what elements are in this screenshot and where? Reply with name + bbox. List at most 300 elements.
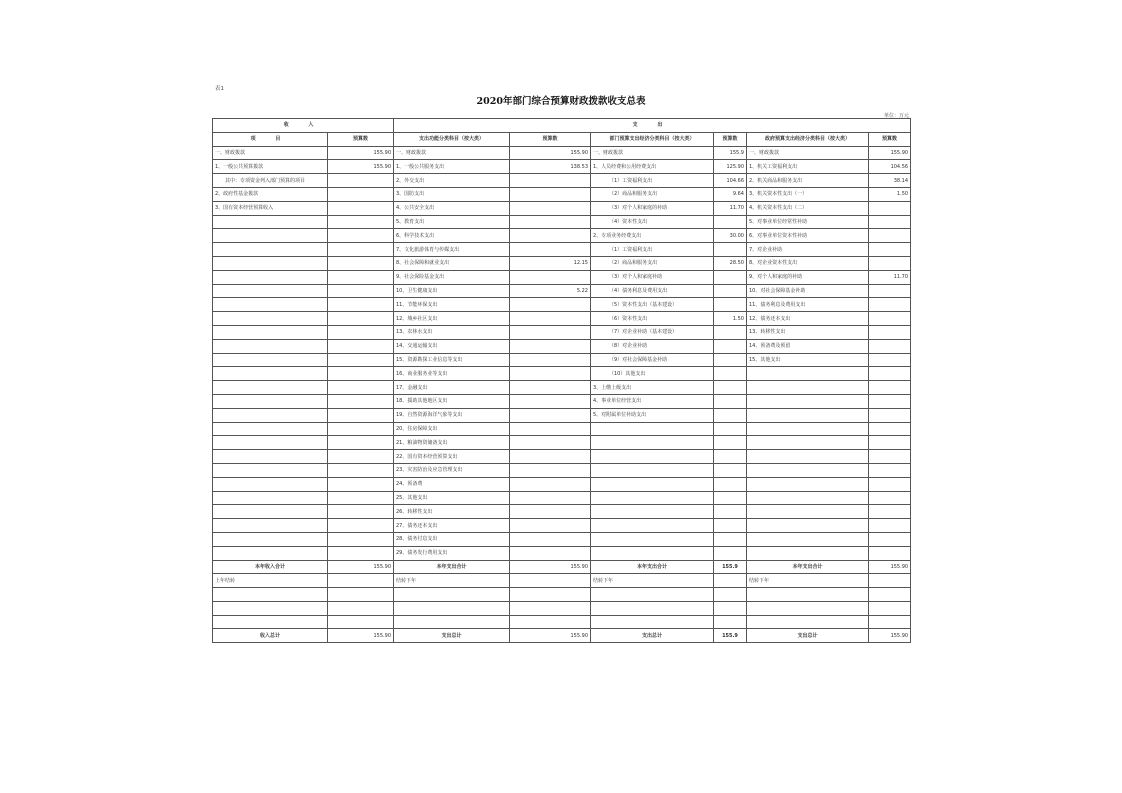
dept-econ-cell: 3、上缴上级支出 bbox=[591, 381, 714, 395]
gov-budget-cell bbox=[869, 298, 911, 312]
func-budget-cell bbox=[510, 229, 591, 243]
table-row bbox=[213, 532, 911, 546]
func-budget-cell bbox=[510, 353, 591, 367]
table-row bbox=[213, 450, 911, 464]
func-total-label: 支出总计 bbox=[394, 629, 510, 643]
func-class-cell: 4、公共安全支出 bbox=[394, 201, 510, 215]
dept-econ-cell: （1）工资福利支出 bbox=[591, 243, 714, 257]
dept-budget-cell: 9.64 bbox=[714, 187, 747, 201]
dept-econ-cell: （1）工资福利支出 bbox=[591, 174, 714, 188]
gov-budget-cell bbox=[869, 422, 911, 436]
income-item-cell bbox=[213, 450, 328, 464]
func-class-cell: 10、卫生健康支出 bbox=[394, 284, 510, 298]
table-row bbox=[213, 325, 911, 339]
gov-econ-cell: 13、转移性支出 bbox=[747, 325, 869, 339]
dept-econ-cell: （10）其他支出 bbox=[591, 367, 714, 381]
income-item-cell bbox=[213, 367, 328, 381]
dept-econ-cell: 一、财政拨款 bbox=[591, 146, 714, 160]
gov-budget-cell bbox=[869, 381, 911, 395]
next-year-carry-label: 结转下年 bbox=[591, 574, 714, 588]
func-class-cell: 2、外交支出 bbox=[394, 174, 510, 188]
gov-budget-cell bbox=[869, 436, 911, 450]
gov-econ-cell bbox=[747, 463, 869, 477]
func-budget-cell: 155.90 bbox=[510, 146, 591, 160]
grand-total-row bbox=[213, 629, 911, 643]
dept-budget-cell: 28.50 bbox=[714, 256, 747, 270]
income-budget-cell bbox=[328, 505, 394, 519]
income-budget-cell bbox=[328, 312, 394, 326]
dept-econ-cell: （2）商品和服务支出 bbox=[591, 187, 714, 201]
dept-econ-cell: 5、对附属单位补助支出 bbox=[591, 408, 714, 422]
func-class-cell: 14、交通运输支出 bbox=[394, 339, 510, 353]
gov-econ-cell bbox=[747, 381, 869, 395]
func-budget-cell bbox=[510, 477, 591, 491]
empty-cell bbox=[328, 615, 394, 629]
income-item-cell bbox=[213, 339, 328, 353]
func-class-cell: 6、科学技术支出 bbox=[394, 229, 510, 243]
gov-budget-cell bbox=[869, 215, 911, 229]
income-budget-cell bbox=[328, 519, 394, 533]
dept-budget-cell bbox=[714, 243, 747, 257]
income-budget-cell bbox=[328, 339, 394, 353]
income-item-cell bbox=[213, 229, 328, 243]
func-budget-cell bbox=[510, 339, 591, 353]
func-class-cell: 21、粮油物资储备支出 bbox=[394, 436, 510, 450]
gov-budget-cell bbox=[869, 394, 911, 408]
gov-budget-cell: 1.50 bbox=[869, 187, 911, 201]
budget-column-header: 预算数 bbox=[328, 132, 394, 146]
unit-label: 单位：万元 bbox=[883, 113, 909, 119]
income-budget-cell bbox=[328, 367, 394, 381]
dept-econ-cell bbox=[591, 505, 714, 519]
document-title: 2020年部门综合预算财政拨款收支总表 bbox=[476, 96, 646, 107]
func-budget-cell bbox=[510, 505, 591, 519]
income-budget-cell bbox=[328, 450, 394, 464]
func-total-value: 155.90 bbox=[510, 629, 591, 643]
income-item-cell bbox=[213, 312, 328, 326]
next-year-carry-label: 结转下年 bbox=[394, 574, 510, 588]
func-budget-cell bbox=[510, 532, 591, 546]
gov-budget-cell bbox=[869, 353, 911, 367]
func-class-cell: 16、商业服务业等支出 bbox=[394, 367, 510, 381]
gov-econ-cell: 11、债务利息及费用支出 bbox=[747, 298, 869, 312]
header-row-columns bbox=[213, 132, 911, 146]
func-budget-cell: 138.53 bbox=[510, 160, 591, 174]
income-item-cell bbox=[213, 325, 328, 339]
income-budget-cell bbox=[328, 408, 394, 422]
income-item-cell bbox=[213, 463, 328, 477]
table-row bbox=[213, 187, 911, 201]
income-budget-cell: 155.90 bbox=[328, 160, 394, 174]
gov-budget-cell bbox=[869, 325, 911, 339]
func-class-cell: 28、债务付息支出 bbox=[394, 532, 510, 546]
dept-econ-cell: （5）资本性支出（基本建设） bbox=[591, 298, 714, 312]
empty-cell bbox=[747, 601, 869, 615]
func-class-cell: 5、教育支出 bbox=[394, 215, 510, 229]
dept-econ-cell bbox=[591, 546, 714, 560]
dept-budget-cell bbox=[714, 298, 747, 312]
gov-budget-cell bbox=[869, 546, 911, 560]
dept-econ-cell bbox=[591, 519, 714, 533]
empty-cell bbox=[213, 601, 328, 615]
dept-budget-cell bbox=[714, 519, 747, 533]
func-class-cell: 29、债务发行费用支出 bbox=[394, 546, 510, 560]
func-budget-cell bbox=[510, 325, 591, 339]
dept-budget-cell: 1.50 bbox=[714, 312, 747, 326]
gov-econ-cell: 5、对事业单位经常性补助 bbox=[747, 215, 869, 229]
subtotal-row bbox=[213, 560, 911, 574]
income-budget-cell bbox=[328, 477, 394, 491]
dept-econ-cell: 4、事业单位经营支出 bbox=[591, 394, 714, 408]
income-budget-cell bbox=[328, 256, 394, 270]
gov-econ-cell bbox=[747, 394, 869, 408]
budget-column-header: 预算数 bbox=[510, 132, 591, 146]
dept-econ-cell bbox=[591, 436, 714, 450]
empty-cell bbox=[747, 615, 869, 629]
table-row bbox=[213, 201, 911, 215]
empty-cell bbox=[394, 615, 510, 629]
income-budget-cell bbox=[328, 381, 394, 395]
gov-budget-cell: 104.56 bbox=[869, 160, 911, 174]
gov-budget-cell bbox=[869, 519, 911, 533]
empty-cell bbox=[213, 588, 328, 602]
income-budget-cell bbox=[328, 284, 394, 298]
empty-cell bbox=[394, 588, 510, 602]
gov-budget-cell bbox=[869, 229, 911, 243]
gov-econ-cell bbox=[747, 450, 869, 464]
income-budget-cell bbox=[328, 463, 394, 477]
income-item-cell bbox=[213, 546, 328, 560]
income-budget-cell: 155.90 bbox=[328, 146, 394, 160]
func-class-cell: 一、财政拨款 bbox=[394, 146, 510, 160]
income-budget-cell bbox=[328, 532, 394, 546]
income-budget-cell bbox=[328, 187, 394, 201]
func-class-cell: 18、援助其他地区支出 bbox=[394, 394, 510, 408]
dept-budget-cell bbox=[714, 422, 747, 436]
gov-budget-cell bbox=[869, 532, 911, 546]
func-subtotal-value: 155.90 bbox=[510, 560, 591, 574]
budget-summary-table bbox=[212, 118, 911, 643]
dept-econ-cell bbox=[591, 450, 714, 464]
empty-cell bbox=[510, 601, 591, 615]
empty-cell bbox=[747, 588, 869, 602]
blank-row bbox=[213, 615, 911, 629]
income-budget-cell bbox=[328, 353, 394, 367]
func-class-cell: 8、社会保障和就业支出 bbox=[394, 256, 510, 270]
gov-budget-cell bbox=[869, 450, 911, 464]
income-budget-cell bbox=[328, 298, 394, 312]
income-item-cell bbox=[213, 519, 328, 533]
empty-cell bbox=[869, 615, 911, 629]
table-row bbox=[213, 505, 911, 519]
gov-budget-cell: 38.14 bbox=[869, 174, 911, 188]
func-budget-cell bbox=[510, 394, 591, 408]
blank-row bbox=[213, 601, 911, 615]
dept-econ-cell: （8）对企业补助 bbox=[591, 339, 714, 353]
func-budget-cell: 12.15 bbox=[510, 256, 591, 270]
gov-budget-cell bbox=[869, 256, 911, 270]
func-class-cell: 24、预备费 bbox=[394, 477, 510, 491]
gov-budget-cell bbox=[869, 284, 911, 298]
empty-cell bbox=[213, 615, 328, 629]
func-class-cell: 25、其他支出 bbox=[394, 491, 510, 505]
table-row bbox=[213, 491, 911, 505]
empty-cell bbox=[510, 574, 591, 588]
income-item-cell bbox=[213, 284, 328, 298]
func-budget-cell bbox=[510, 215, 591, 229]
dept-budget-cell bbox=[714, 532, 747, 546]
dept-econ-cell: （2）商品和服务支出 bbox=[591, 256, 714, 270]
empty-cell bbox=[591, 588, 714, 602]
table-row bbox=[213, 284, 911, 298]
income-item-cell bbox=[213, 436, 328, 450]
income-item-cell bbox=[213, 477, 328, 491]
func-budget-cell bbox=[510, 436, 591, 450]
gov-econ-class-column-header: 政府预算支出经济分类科目（按大类） bbox=[747, 132, 869, 146]
func-budget-cell bbox=[510, 408, 591, 422]
dept-budget-cell bbox=[714, 546, 747, 560]
dept-budget-cell bbox=[714, 505, 747, 519]
income-item-cell: 1、一般公共预算拨款 bbox=[213, 160, 328, 174]
empty-cell bbox=[714, 588, 747, 602]
item-column-header: 项 目 bbox=[213, 132, 328, 146]
gov-budget-cell bbox=[869, 367, 911, 381]
func-budget-cell bbox=[510, 519, 591, 533]
income-total-value: 155.90 bbox=[328, 629, 394, 643]
dept-budget-cell bbox=[714, 436, 747, 450]
income-budget-cell bbox=[328, 422, 394, 436]
gov-econ-cell: 一、财政拨款 bbox=[747, 146, 869, 160]
income-item-cell bbox=[213, 532, 328, 546]
income-item-cell bbox=[213, 353, 328, 367]
income-item-cell: 2、政府性基金拨款 bbox=[213, 187, 328, 201]
func-subtotal-label: 本年支出合计 bbox=[394, 560, 510, 574]
dept-budget-cell: 30.00 bbox=[714, 229, 747, 243]
budget-column-header: 预算数 bbox=[869, 132, 911, 146]
dept-budget-cell bbox=[714, 408, 747, 422]
func-budget-cell bbox=[510, 187, 591, 201]
func-class-cell: 22、国有资本经营预算支出 bbox=[394, 450, 510, 464]
income-header: 收 入 bbox=[213, 119, 394, 133]
gov-econ-cell: 2、机关商品和服务支出 bbox=[747, 174, 869, 188]
dept-econ-cell: （6）资本性支出 bbox=[591, 312, 714, 326]
empty-cell bbox=[591, 601, 714, 615]
gov-econ-cell bbox=[747, 546, 869, 560]
empty-cell bbox=[714, 601, 747, 615]
header-row-top bbox=[213, 119, 911, 133]
dept-econ-cell bbox=[591, 463, 714, 477]
empty-cell bbox=[328, 588, 394, 602]
func-budget-cell bbox=[510, 312, 591, 326]
func-budget-cell bbox=[510, 381, 591, 395]
gov-econ-cell: 4、机关资本性支出（二） bbox=[747, 201, 869, 215]
dept-budget-cell: 155.9 bbox=[714, 146, 747, 160]
gov-total-label: 支出总计 bbox=[747, 629, 869, 643]
table-row bbox=[213, 146, 911, 160]
income-item-cell bbox=[213, 422, 328, 436]
dept-econ-class-column-header: 部门预算支出经济分类科目（按大类） bbox=[591, 132, 714, 146]
dept-subtotal-label: 本年支出合计 bbox=[591, 560, 714, 574]
income-item-cell bbox=[213, 408, 328, 422]
income-budget-cell bbox=[328, 215, 394, 229]
table-body bbox=[213, 146, 911, 560]
empty-cell bbox=[714, 615, 747, 629]
func-budget-cell bbox=[510, 546, 591, 560]
table-row bbox=[213, 463, 911, 477]
income-item-cell bbox=[213, 505, 328, 519]
dept-budget-cell bbox=[714, 367, 747, 381]
income-budget-cell bbox=[328, 325, 394, 339]
income-subtotal-value: 155.90 bbox=[328, 560, 394, 574]
empty-cell bbox=[869, 601, 911, 615]
dept-econ-cell: （3）对个人和家庭的补助 bbox=[591, 201, 714, 215]
func-class-cell: 1、一般公共服务支出 bbox=[394, 160, 510, 174]
income-item-cell bbox=[213, 298, 328, 312]
func-budget-cell bbox=[510, 270, 591, 284]
gov-econ-cell bbox=[747, 491, 869, 505]
func-class-cell: 12、城乡社区支出 bbox=[394, 312, 510, 326]
dept-budget-cell bbox=[714, 477, 747, 491]
table-row bbox=[213, 312, 911, 326]
income-budget-cell bbox=[328, 201, 394, 215]
blank-row bbox=[213, 588, 911, 602]
gov-budget-cell bbox=[869, 243, 911, 257]
func-budget-cell bbox=[510, 463, 591, 477]
income-item-cell bbox=[213, 381, 328, 395]
dept-budget-cell bbox=[714, 215, 747, 229]
table-row bbox=[213, 229, 911, 243]
gov-subtotal-value: 155.90 bbox=[869, 560, 911, 574]
income-item-cell bbox=[213, 270, 328, 284]
gov-econ-cell bbox=[747, 519, 869, 533]
table-row bbox=[213, 394, 911, 408]
empty-cell bbox=[510, 615, 591, 629]
func-class-cell: 17、金融支出 bbox=[394, 381, 510, 395]
table-row bbox=[213, 519, 911, 533]
dept-econ-cell: 2、专项业务经费支出 bbox=[591, 229, 714, 243]
budget-column-header: 预算数 bbox=[714, 132, 747, 146]
func-budget-cell bbox=[510, 491, 591, 505]
func-budget-cell bbox=[510, 201, 591, 215]
func-budget-cell bbox=[510, 422, 591, 436]
dept-budget-cell bbox=[714, 381, 747, 395]
carry-over-row bbox=[213, 574, 911, 588]
func-class-cell: 15、资源勘探工业信息等支出 bbox=[394, 353, 510, 367]
table-row bbox=[213, 436, 911, 450]
gov-budget-cell bbox=[869, 312, 911, 326]
gov-econ-cell bbox=[747, 408, 869, 422]
gov-budget-cell bbox=[869, 477, 911, 491]
dept-econ-cell: （9）对社会保障基金补助 bbox=[591, 353, 714, 367]
dept-budget-cell bbox=[714, 463, 747, 477]
empty-cell bbox=[869, 574, 911, 588]
income-item-cell: 3、国有资本经营预算收入 bbox=[213, 201, 328, 215]
dept-budget-cell bbox=[714, 284, 747, 298]
gov-econ-cell bbox=[747, 422, 869, 436]
table-row bbox=[213, 298, 911, 312]
table-row bbox=[213, 477, 911, 491]
gov-budget-cell bbox=[869, 339, 911, 353]
gov-econ-cell: 8、对企业资本性支出 bbox=[747, 256, 869, 270]
income-total-label: 收入总计 bbox=[213, 629, 328, 643]
income-item-cell bbox=[213, 491, 328, 505]
gov-econ-cell: 9、对个人和家庭的补助 bbox=[747, 270, 869, 284]
gov-econ-cell: 7、对企业补助 bbox=[747, 243, 869, 257]
table-row bbox=[213, 546, 911, 560]
dept-budget-cell bbox=[714, 339, 747, 353]
dept-econ-cell: （3）对个人和家庭补助 bbox=[591, 270, 714, 284]
dept-econ-cell: 1、人员经费和公用经费支出 bbox=[591, 160, 714, 174]
next-year-carry-label: 结转下年 bbox=[747, 574, 869, 588]
dept-econ-cell: （4）债务利息及费用支出 bbox=[591, 284, 714, 298]
gov-budget-cell bbox=[869, 408, 911, 422]
dept-econ-cell bbox=[591, 422, 714, 436]
empty-cell bbox=[869, 588, 911, 602]
table-row bbox=[213, 215, 911, 229]
gov-subtotal-label: 本年支出合计 bbox=[747, 560, 869, 574]
dept-econ-cell bbox=[591, 532, 714, 546]
func-class-column-header: 支出功能分类科目（按大类） bbox=[394, 132, 510, 146]
table-row bbox=[213, 256, 911, 270]
gov-budget-cell bbox=[869, 201, 911, 215]
expense-header: 支 出 bbox=[394, 119, 911, 133]
income-item-cell: 其中：专项资金列入部门预算的项目 bbox=[213, 174, 328, 188]
income-item-cell bbox=[213, 215, 328, 229]
table-number-label: 表1 bbox=[215, 86, 224, 92]
gov-econ-cell bbox=[747, 505, 869, 519]
gov-econ-cell bbox=[747, 367, 869, 381]
empty-cell bbox=[328, 574, 394, 588]
func-budget-cell bbox=[510, 243, 591, 257]
table-row bbox=[213, 270, 911, 284]
income-budget-cell bbox=[328, 491, 394, 505]
gov-budget-cell: 11.70 bbox=[869, 270, 911, 284]
income-budget-cell bbox=[328, 174, 394, 188]
table-row bbox=[213, 381, 911, 395]
gov-total-value: 155.90 bbox=[869, 629, 911, 643]
dept-budget-cell bbox=[714, 450, 747, 464]
gov-econ-cell: 10、对社会保障基金补助 bbox=[747, 284, 869, 298]
func-class-cell: 11、节能环保支出 bbox=[394, 298, 510, 312]
gov-econ-cell: 1、机关工资福利支出 bbox=[747, 160, 869, 174]
income-budget-cell bbox=[328, 270, 394, 284]
table-row bbox=[213, 422, 911, 436]
dept-budget-cell: 11.70 bbox=[714, 201, 747, 215]
dept-subtotal-value: 155.9 bbox=[714, 560, 747, 574]
dept-econ-cell: （7）对企业补助（基本建设） bbox=[591, 325, 714, 339]
func-class-cell: 27、债务还本支出 bbox=[394, 519, 510, 533]
table-row bbox=[213, 174, 911, 188]
gov-econ-cell bbox=[747, 532, 869, 546]
func-class-cell: 3、国防支出 bbox=[394, 187, 510, 201]
empty-cell bbox=[510, 588, 591, 602]
empty-cell bbox=[714, 574, 747, 588]
income-item-cell: 一、财政拨款 bbox=[213, 146, 328, 160]
dept-econ-cell: （4）资本性支出 bbox=[591, 215, 714, 229]
gov-econ-cell: 12、债务还本支出 bbox=[747, 312, 869, 326]
income-item-cell bbox=[213, 394, 328, 408]
gov-econ-cell bbox=[747, 436, 869, 450]
func-class-cell: 7、文化旅游体育与传媒支出 bbox=[394, 243, 510, 257]
gov-econ-cell: 6、对事业单位资本性补助 bbox=[747, 229, 869, 243]
dept-budget-cell bbox=[714, 325, 747, 339]
prev-year-carry-label: 上年结转 bbox=[213, 574, 328, 588]
table-row bbox=[213, 353, 911, 367]
empty-cell bbox=[328, 601, 394, 615]
func-budget-cell bbox=[510, 367, 591, 381]
func-budget-cell: 5.22 bbox=[510, 284, 591, 298]
gov-econ-cell: 15、其他支出 bbox=[747, 353, 869, 367]
